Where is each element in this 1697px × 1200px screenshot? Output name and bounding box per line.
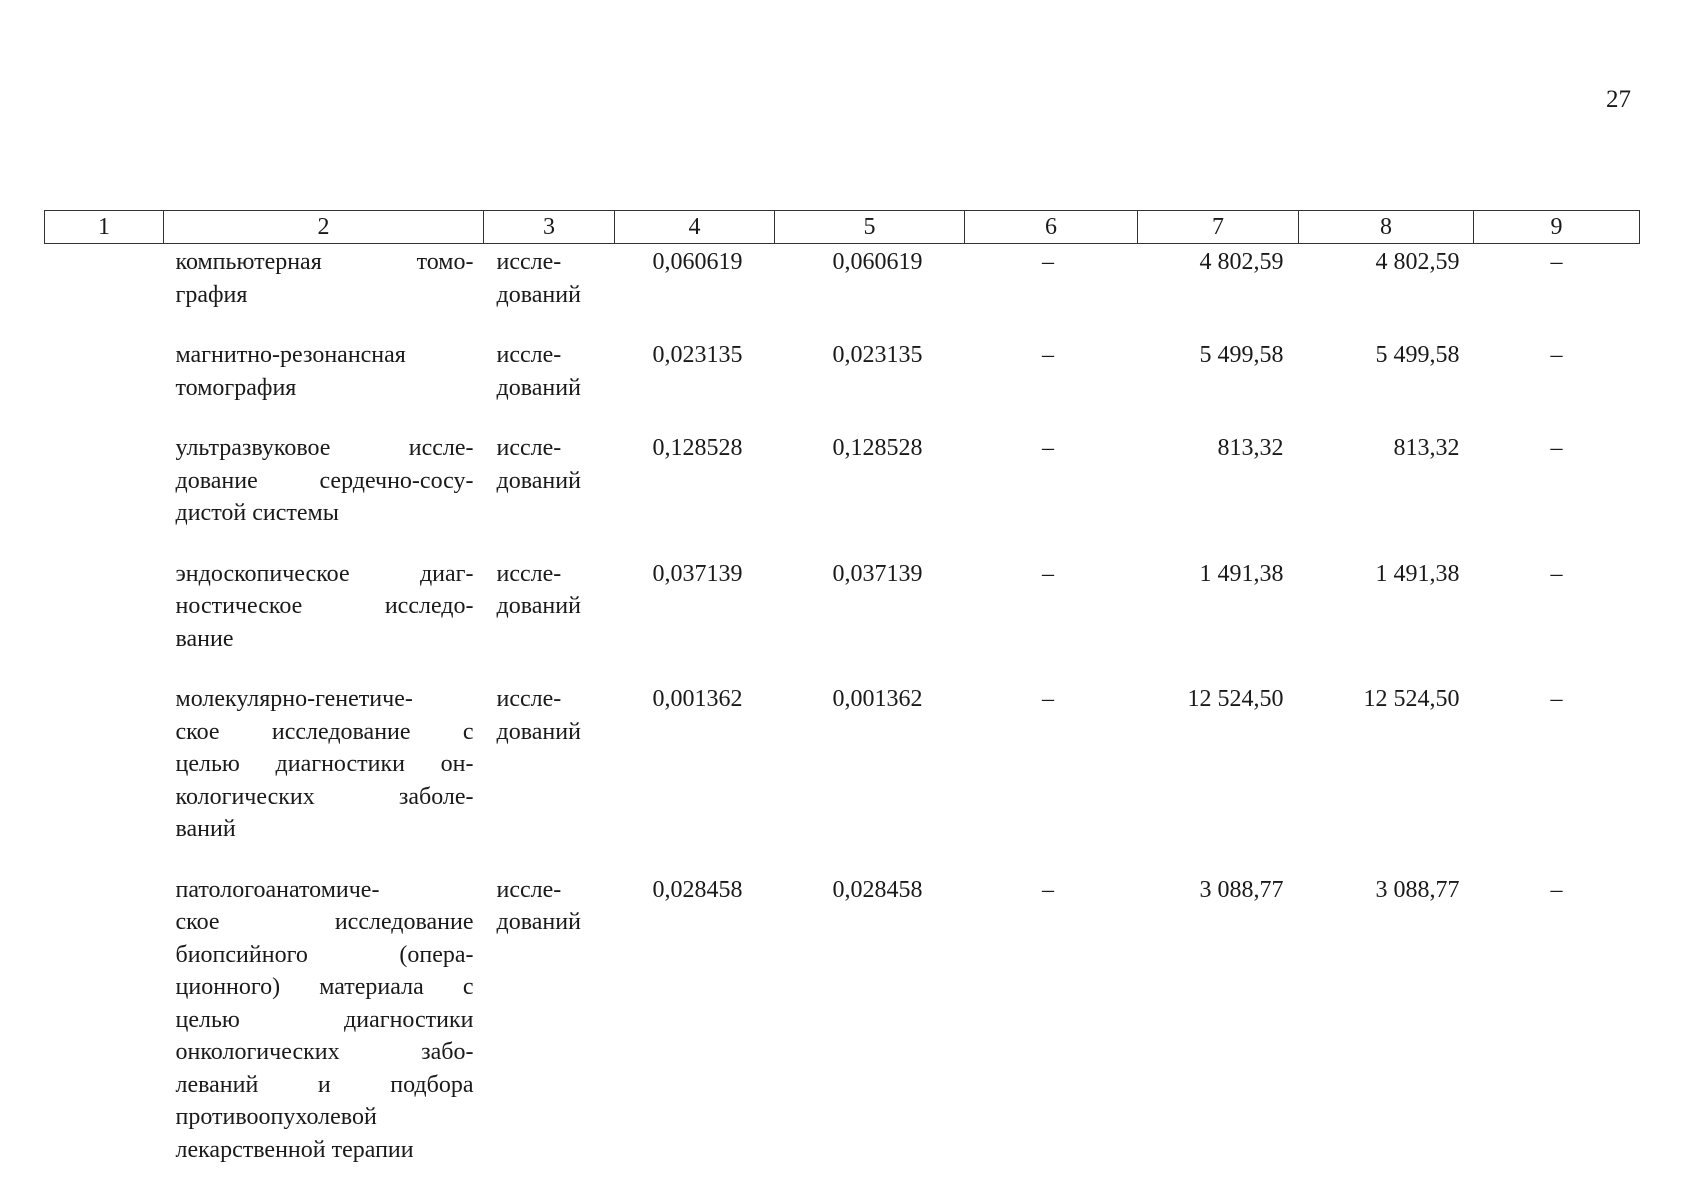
col6-cell: – [1042, 249, 1054, 275]
service-name-line: онкологических забо- [175, 1039, 474, 1065]
unit-line: иссле- [496, 686, 562, 712]
unit-line: дований [496, 374, 581, 401]
volume-cell: 0,023135 [652, 342, 743, 368]
volume-total-cell: 0,037139 [832, 560, 923, 587]
table-row [45, 683, 1640, 874]
volume-total-cell: 0,028458 [832, 876, 923, 903]
col9-cell: – [1550, 876, 1563, 903]
col9-cell: – [1550, 686, 1563, 712]
service-name-cell [164, 244, 484, 340]
row-number-cell [45, 683, 164, 874]
unit-line: дований [496, 467, 581, 494]
cost-total-cell: 4 802,59 [1375, 249, 1460, 275]
volume-total-cell: 0,060619 [832, 249, 923, 275]
service-name-cell [164, 432, 484, 558]
service-name-line: целью диагностики он- [175, 751, 474, 777]
service-name-line: леваний и подбора [175, 1071, 474, 1098]
row-number-cell [45, 339, 164, 432]
unit-cell [484, 339, 615, 432]
unit-line: иссле- [496, 560, 562, 587]
col6-cell: – [1042, 342, 1054, 368]
col6-cell: – [1042, 876, 1054, 903]
service-name-line: дование сердечно-сосу- [175, 467, 474, 494]
col9-cell: – [1550, 249, 1563, 275]
service-name-cell [164, 683, 484, 874]
table-row [45, 339, 1640, 432]
column-number-header: 8 [1299, 211, 1474, 244]
unit-cell [484, 874, 615, 1195]
unit-line: иссле- [496, 435, 562, 461]
volume-cell: 0,060619 [652, 249, 743, 275]
row-number-cell [45, 558, 164, 684]
unit-line: иссле- [496, 876, 562, 903]
unit-cell [484, 432, 615, 558]
cost-cell: 5 499,58 [1199, 342, 1284, 368]
service-name-line: биопсийного (опера- [175, 941, 474, 968]
column-number-header: 5 [775, 211, 965, 244]
unit-cell [484, 558, 615, 684]
col9-cell: – [1550, 342, 1563, 368]
unit-line: дований [496, 281, 581, 308]
service-name-line: магнитно-резонансная [175, 342, 406, 368]
unit-line: дований [496, 593, 581, 619]
column-number-header: 1 [45, 211, 164, 244]
page-number: 27 [1606, 86, 1631, 113]
table-row [45, 244, 1640, 340]
cost-cell: 12 524,50 [1187, 686, 1284, 712]
service-name-line: эндоскопическое диаг- [175, 560, 474, 587]
cost-total-cell: 5 499,58 [1375, 342, 1460, 368]
cost-total-cell: 813,32 [1393, 435, 1460, 461]
service-name-line: молекулярно-генетиче- [175, 686, 413, 712]
table-row [45, 874, 1640, 1195]
service-name-cell [164, 558, 484, 684]
service-name-line: ское исследование с [175, 718, 474, 745]
service-name-line: противоопухолевой [175, 1104, 377, 1130]
unit-cell [484, 244, 615, 340]
col9-cell: – [1550, 435, 1563, 461]
volume-cell: 0,037139 [652, 560, 743, 587]
service-name-line: томография [175, 374, 297, 401]
col6-cell: – [1042, 686, 1054, 712]
column-number-header: 7 [1138, 211, 1299, 244]
unit-cell [484, 683, 615, 874]
service-name-line: ское исследование [175, 909, 474, 935]
col6-cell: – [1042, 435, 1054, 461]
volume-total-cell: 0,023135 [832, 342, 923, 368]
service-name-line: целью диагностики [175, 1006, 474, 1033]
table-row [45, 558, 1640, 684]
column-number-row [45, 211, 1640, 244]
service-name-line: ностическое исследо- [175, 593, 474, 619]
service-name-line: ваний [175, 816, 236, 842]
cost-cell: 3 088,77 [1199, 876, 1284, 903]
unit-line: дований [496, 909, 581, 935]
table-row [45, 432, 1640, 558]
unit-line: иссле- [496, 249, 562, 275]
column-number-header: 3 [484, 211, 615, 244]
column-number-header: 4 [615, 211, 775, 244]
service-name-cell [164, 339, 484, 432]
row-number-cell [45, 432, 164, 558]
unit-line: дований [496, 718, 581, 745]
service-name-line: графия [175, 281, 248, 308]
column-number-header: 2 [164, 211, 484, 244]
cost-total-cell: 3 088,77 [1375, 876, 1460, 903]
table-body [45, 244, 1640, 1195]
cost-cell: 1 491,38 [1199, 560, 1284, 587]
cost-cell: 813,32 [1217, 435, 1284, 461]
service-name-line: лекарственной терапии [175, 1136, 414, 1163]
row-number-cell [45, 244, 164, 340]
row-number-cell [45, 874, 164, 1195]
service-name-line: дистой системы [175, 500, 339, 526]
cost-cell: 4 802,59 [1199, 249, 1284, 275]
service-name-line: патологоанатомиче- [175, 876, 380, 903]
col9-cell: – [1550, 560, 1563, 587]
cost-total-cell: 12 524,50 [1363, 686, 1460, 712]
service-name-line: ционного) материала с [175, 974, 474, 1000]
volume-total-cell: 0,001362 [832, 686, 923, 712]
service-name-cell [164, 874, 484, 1195]
service-name-line: вание [175, 625, 234, 652]
service-name-line: кологических заболе- [175, 783, 474, 810]
cost-total-cell: 1 491,38 [1375, 560, 1460, 587]
unit-line: иссле- [496, 342, 562, 368]
service-name-line: ультразвуковое иссле- [175, 435, 474, 461]
service-name-line: компьютерная томо- [175, 249, 474, 275]
volume-cell: 0,028458 [652, 876, 743, 903]
column-number-header: 6 [965, 211, 1138, 244]
volume-total-cell: 0,128528 [832, 435, 923, 461]
volume-cell: 0,128528 [652, 435, 743, 461]
col6-cell: – [1042, 560, 1054, 587]
column-number-header: 9 [1474, 211, 1640, 244]
data-table [44, 210, 1640, 1194]
volume-cell: 0,001362 [652, 686, 743, 712]
